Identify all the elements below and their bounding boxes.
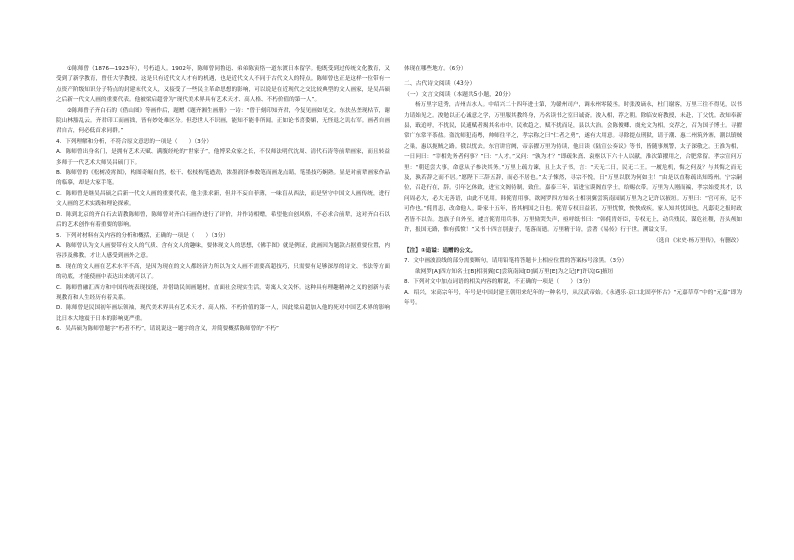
question-4-option-d: D．陈到北京的齐白石去请教陈师曾，陈师曾对齐白石画作进行了评价，并作诗相赠，希望他自创风格，不必求合前辈，这对齐白石以后的艺术创作有着重要的影响。 bbox=[56, 211, 390, 229]
right-column bbox=[404, 64, 742, 308]
material-paragraph-1: ①陈师曾（1876—1923年），号朽道人。1902年，陈师曾同鲁迅、弟弟陈寅恪一道东渡日本留学。他既受到过传统文化教育，又受到了新学教育，曾任大学教授，这是只有近代文人才有的机遇，也是近代文人不同于古代文人的特点。陈师曾也正是这样一位带有一点资产阶级知识分子特点的封建末代文人，又接受了一些民主革命思想的影响，可以说是在近现代之交比较典型的文人画家，是吴昌硕之后新一代文人画的重要代表。他被梁启超誉为“现代美术界具有艺术天才、高人格、不朽价值的第一人”。 bbox=[56, 66, 390, 104]
question-5-option-d: D．陈师曾是民国初年画坛领袖，现代美术界具有艺术天才、高人格、不朽价值的第一人，因此梁启超加入他的死对中国艺术界的影响比日本大地震于日本的影响更严重。 bbox=[56, 305, 390, 322]
question-5-option-c: C．陈师曾融汇西方和中国传统表现技能，并借助民间画题材，直面社会现实生活，寄寓人文关怀。这种具有理趣精神之义的创新与表现教育和人生经历有着关系。 bbox=[56, 284, 390, 301]
question-5-option-b: B．现在的文人画在艺术水平不高，是因为现在的文人都经济力所以为文人画不需要高超技巧，只需要有足够深厚的诗文、书法等方面的功底，才能使画中表达出来就可以了。 bbox=[56, 263, 390, 281]
question-5-option-a: A．陈师曾认为文人画要带有文人的气质、含有文人的趣味，要体现文人的思想，《佛手图》就是例证，此画因为题款占据重要位置，内容涉及佛教，才让人感受到画外之意。 bbox=[56, 242, 390, 260]
question-4-stem: 4．下列理解和分析，不符合原文意思的一项是（ ）（3分） bbox=[56, 138, 212, 145]
question-6-continuation: 体现在哪些地方。（6分） bbox=[404, 66, 467, 72]
question-7-sentence: 欲网罗[A]四方知名士[B]相羽翼[C]尝筑南园[D]属万里[E]为之记[F]许以[G]掖垣 bbox=[415, 268, 614, 275]
material-paragraph-2: ②陈师曾子齐白石的《借山图》等画作后，题赠《题齐湘生画册》一诗：“曾于刻印知齐君，今复见画如见文。东扶丛垄现枯节，谢院山林豁乱云。齐君印工而画拙，皆有妙处难区分。但恐世人不识画，能知不能非所闻。正如论书喜姿媚，无怪退之讥右军。画者自画君自古，何必低首求同群。” bbox=[56, 107, 390, 135]
passage-source: （选自《宋史·杨万里传》，有删改） bbox=[653, 237, 742, 244]
classical-passage: 杨万里字廷秀，吉州吉水人。中绍兴二十四年进士第，为赣州司户，调永州零陵丞。时张浚谪永，杜门谢客，万里三往不得见，以书力请始见之。浚勉以正心诚意之学，万里服其教终身，乃名读书之室曰诚斋。浚入相，荐之朝。除临安府教授，未赴，丁父忧。改知奉新县，戢追呼，不扰民，民逋赋者揭其名市中，民欢趋之，赋不扰而足，县以大治。会陈俊卿、虞允文为相，交荐之，召为国子博士。寻擢常广东常平茶盐。盗沈师犯南粤，帅师往平之，孝宗称之曰“仁者之勇”，遂有大用意。寻除提点刑狱，请于潮、惠二州筑外寨，潮以镇贼之巢，惠以扼贼之路。俄以忧去。东宫讲官阙，帝亲擢万里为侍读，他日读《陆宣公奏议》等书，皆随事规警，太子深敬之。王淮为相，一日问曰：“宰相先务者何事？”曰：“人才。”又问：“孰为才？”即疏朱熹、袁枢以下六十人以献，淮次第擢用之，合肥常留。孝宗宣问万里：“朝廷尝大事，命意从子参决其务。”万里上疏力谏，且上太子书，言：“天无二日，民无二王。一履危机，悔之何及？与其悔之而无及，孰若辞之而不居。”愿陛下三辞五辞，而必不居也。”太子悚然，寻宗不悦，日“万里以朕为何如主！”由是以直称疏出知筠州。宁宗嗣位，召赴行在，辞。引年乞休致，进宝文阁待制，致仕。嘉泰三年，诏进宝谟阁直学士，给赐衣带。万里为人刚而褊，孝宗始爱其才，以问周必大，必大无善语，由此不见用。韩侂胄用事，欲网罗四方知名士相羽翼尝筑南园属万里为之记许以掖垣。万里曰：“官可弃，记不可作也。”侂胄恚，改命他人。卧家十五年，皆其柄国之日也。侂胄专权日益甚，万里忧愤，怏怏成疾。家人知其忧国也，凡邸吏之报时政者皆不以告。忽族子自外至，遽言侂胄用兵事，万里恸哭失声，亟呼纸书曰：“韩侂胄奸臣，专权无上，动兵残民，谋危社稷，吾头颅如许，报国无路，惟有孤愤！”又书十四言别妻子，笔落而逝。万里精于诗，尝著《易传》行于世。溯谥文节。 bbox=[404, 102, 742, 234]
question-8-stem: 8．下列对文中加点词语的相关内容的解说，不正确的一项是（ ）（3分） bbox=[404, 279, 594, 286]
subsection-heading-wenyan: （一）文言文阅读（本题共5小题，20分） bbox=[404, 91, 515, 98]
question-5-stem: 5．下列对材料有关内容的分析和概括，正确的一项是（ ）（3分） bbox=[56, 232, 229, 239]
question-6-stem: 6．吴昌硕为陈师曾题字“朽者不朽”，请说说这一题字的含义，并简要概括陈师曾的“不朽” bbox=[56, 326, 279, 333]
section-heading-classical: 二、古代诗文阅读（43分） bbox=[404, 81, 476, 88]
question-4-option-b: B．陈师曾的《松树凌霄图》，构图奇崛自然，松干、松枝构笔遒劲，浓墨润泽参数笔而画龙点睛，笔墨技巧娴熟。显是对前辈画家作品的临摹，却是大家手笔。 bbox=[56, 170, 390, 187]
question-7-stem: 7．文中画波浪线的部分需要断句，请用铅笔将答题卡上相应位置的答案标号涂黑。（3分） bbox=[404, 258, 628, 265]
question-4-option-c: C．陈师曾是继吴昌硕之后新一代文人画的重要代表，他主张求新，但并不妄自菲薄，一味盲从西法，而是坚守中国文人画传统，进行文人画的艺术实践和理论探索。 bbox=[56, 190, 390, 208]
left-column bbox=[56, 64, 390, 335]
passage-note: 【注】①追谥：追赠的公文。 bbox=[404, 247, 477, 254]
question-8-option-a: A．绍兴，宋高宗年号，年号是中国封建王朝用来纪年的一种名号，从汉武帝始。《永遇乐·京口北固亭怀古》“元嘉草草”中的“元嘉”即为年号。 bbox=[404, 289, 742, 306]
question-4-option-a: A．陈师曾出身名门，是拥有艺术天赋、满腹经纶的“世家子”，他博采众家之长，不仅师法明代沈周、清代石涛等前辈画家，而且转益多师于一代艺术大师吴昌硕门下。 bbox=[56, 149, 390, 166]
